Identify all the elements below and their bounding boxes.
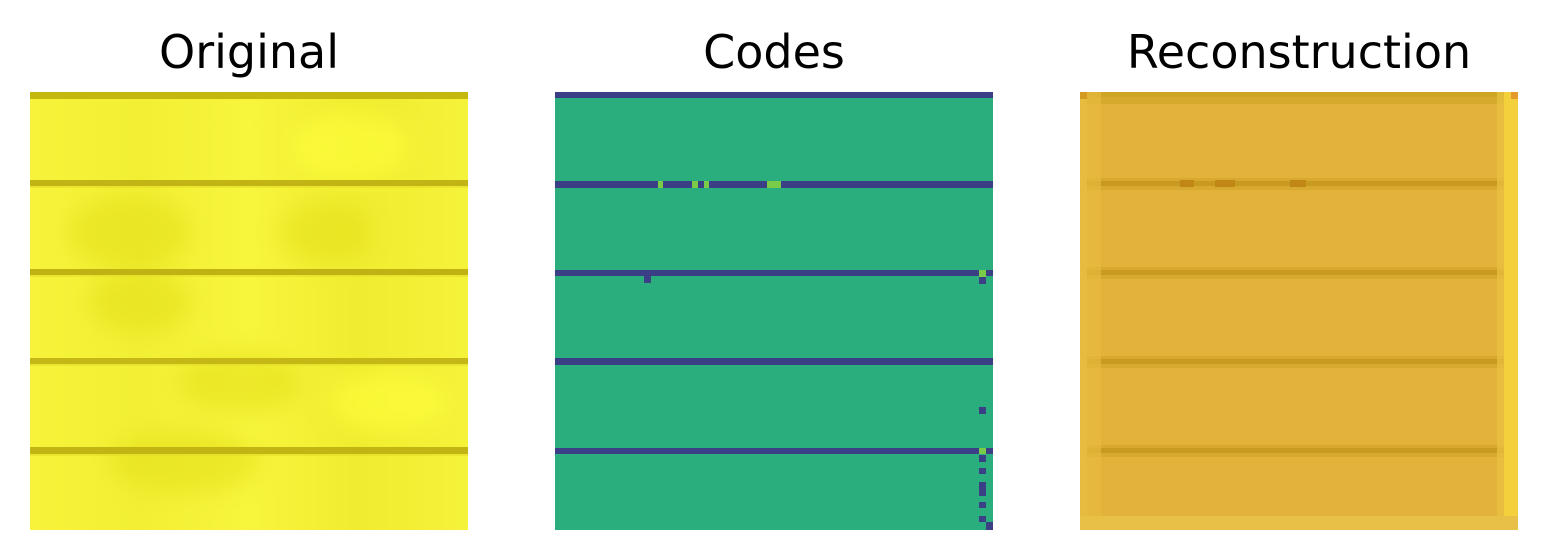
codes-grid xyxy=(555,92,993,530)
original-title: Original xyxy=(158,25,339,79)
reconstruction-title: Reconstruction xyxy=(1126,25,1472,79)
original-image xyxy=(30,92,468,530)
codes-image xyxy=(555,92,993,530)
original-plank-lines xyxy=(30,92,468,530)
reconstruction-lines xyxy=(1080,92,1518,530)
reconstruction-image xyxy=(1080,92,1518,530)
codes-title: Codes xyxy=(703,25,845,79)
